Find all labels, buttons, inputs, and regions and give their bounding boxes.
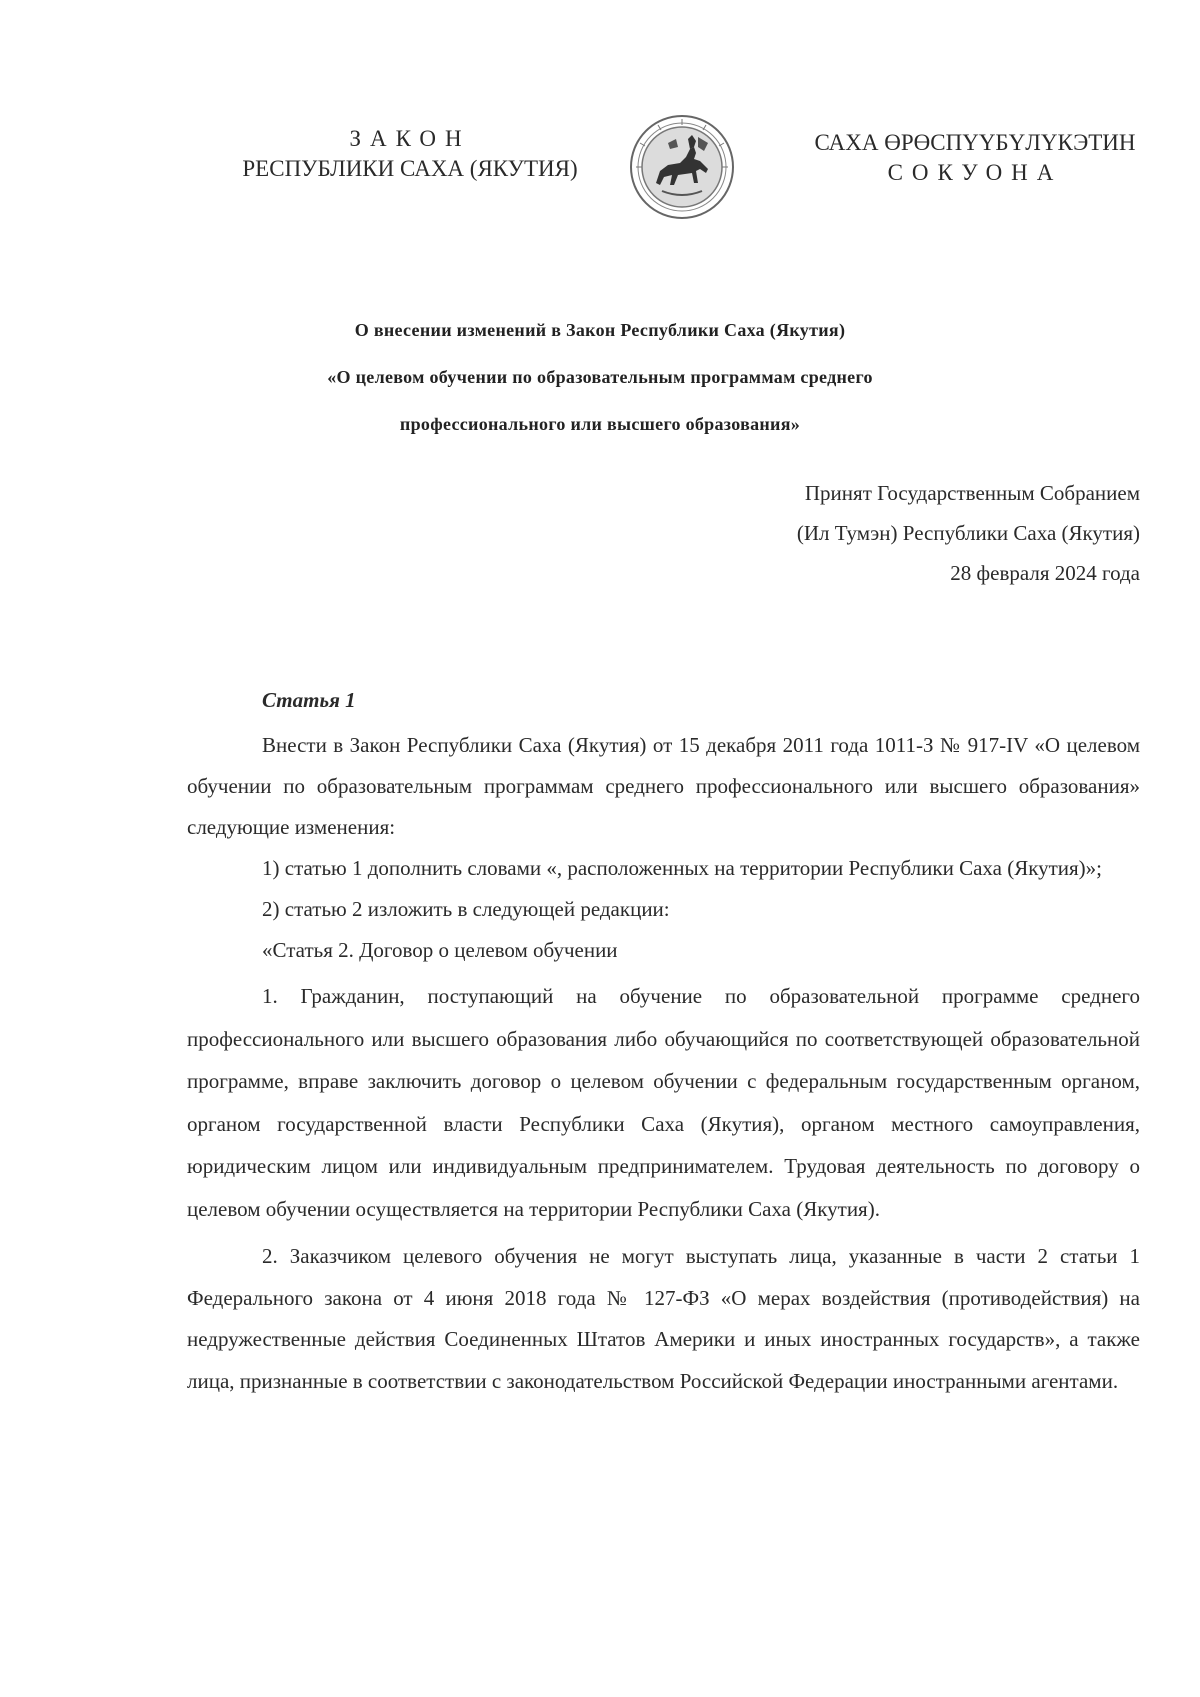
header-republic-name-ru: РЕСПУБЛИКИ САХА (ЯКУТИЯ): [242, 156, 578, 181]
article-paragraph: Внести в Закон Республики Саха (Якутия) от 15 декабря 2011 года 1011-З № 917-IV «О целевом обучении по образовательным программам среднего профессионального или высшего образования» следующие изменения:: [187, 733, 1140, 839]
article-paragraph: 2. Заказчиком целевого обучения не могут выступать лица, указанные в части 2 статьи 1 Федерального закона от 4 июня 2018 года № 127-ФЗ «О мерах воздействия (противодействия) на недружественные действия Соединенных Штатов Америки и иных иностранных государств», а также лица, признанные в соответствии с законодательством Российской Федерации иностранными агентами.: [187, 1244, 1140, 1393]
article-heading: Статья 1: [262, 688, 356, 712]
coat-of-arms-emblem-icon: [628, 113, 736, 221]
header-law-word-sakha: СОКУОНА: [887, 160, 1063, 185]
header-law-word-ru: ЗАКОН: [349, 126, 471, 151]
adoption-line-2: (Ил Тумэн) Республики Саха (Якутия): [796, 521, 1140, 545]
adoption-info: [797, 473, 1140, 593]
article-paragraph: «Статья 2. Договор о целевом обучении: [262, 938, 618, 962]
header-left-block: [225, 124, 595, 184]
article-paragraph: 1. Гражданин, поступающий на обучение по образовательной программе среднего профессионального или высшего образования либо обучающийся по соответствующей образовательной программе, вправе заключить договор о целевом обучении с федеральным государственным органом, органом государственной власти Республики Саха (Якутия), органом местного самоуправления, юридическим лицом или индивидуальным предпринимателем. Трудовая деятельность по договору о целевом обучении осуществляется на территории Республики Саха (Якутия).: [187, 984, 1140, 1221]
article-paragraph: 1) статью 1 дополнить словами «, расположенных на территории Республики Саха (Якутия)»;: [262, 856, 1103, 880]
law-title-line-3: профессионального или высшего образования»: [399, 414, 801, 434]
adoption-date: 28 февраля 2024 года: [950, 561, 1140, 585]
law-title-line-1: О внесении изменений в Закон Республики Саха (Якутия): [354, 320, 846, 340]
header-republic-name-sakha: САХА ӨРӨСПҮҮБҮЛҮКЭТИН: [814, 130, 1136, 155]
article-body: [187, 685, 1140, 1402]
adoption-line-1: Принят Государственным Собранием: [804, 481, 1140, 505]
article-paragraph: 2) статью 2 изложить в следующей редакции:: [262, 897, 670, 921]
law-title-line-2: «О целевом обучении по образовательным программам среднего: [327, 367, 873, 387]
header-right-block: [795, 128, 1155, 188]
law-title: [170, 307, 1030, 448]
